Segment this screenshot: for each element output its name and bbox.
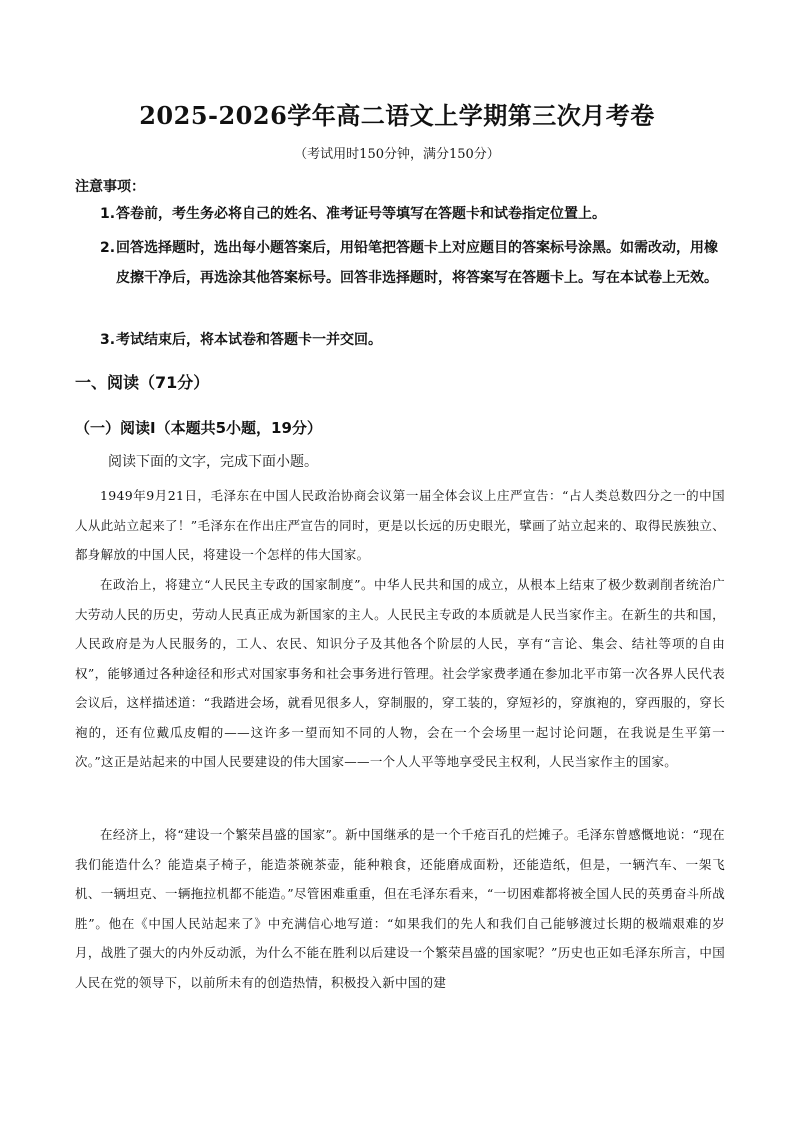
notice-text: 答卷前，考生务必将自己的姓名、准考证号等填写在答题卡和试卷指定位置上。 — [116, 206, 606, 222]
exam-duration-note: （考试用时150分钟，满分150分） — [294, 147, 500, 162]
notice-number: 2. — [100, 240, 116, 256]
notice-text: 考试结束后，将本试卷和答题卡一并交回。 — [116, 332, 382, 348]
passage-paragraph-2: 在政治上，将建立“人民民主专政的国家制度”。中华人民共和国的成立，从根本上结束了极少数剥削者统治广大劳动人民的历史，劳动人民真正成为新国家的主人。人民民主专政的本质就是人民当家作主。在新生的共和国，人民政府是为人民服务的，工人、农民、知识分子及其他各个阶层的人民，享有“言论、集会、结社等项的自由权”，能够通过各种途径和形式对国家事务和社会事务进行管理。社会学家费孝通在参加北平市第一次各界人民代表会议后，这样描述道：“我踏进会场，就看见很多人，穿制服的，穿工装的，穿短衫的，穿旗袍的，穿西服的，穿长袍的，还有位戴瓜皮帽的——这许多一望而知不同的人物，会在一个会场里一起讨论问题，在我说是生平第一次。”这正是站起来的中国人民要建设的伟大国家——一个人人平等地享受民主权利，人民当家作主的国家。 — [75, 577, 725, 769]
passage-paragraph-1: 1949年9月21日，毛泽东在中国人民政治协商会议第一届全体会议上庄严宣告：“占人类总数四分之一的中国人从此站立起来了！”毛泽东在作出庄严宣告的同时，更是以长远的历史眼光，擘画了站立起来的、取得民族独立、都身解放的中国人民，将建设一个怎样的伟大国家。 — [75, 488, 725, 562]
notice-number: 1. — [100, 206, 116, 222]
notice-text: 回答选择题时，选出每小题答案后，用铅笔把答题卡上对应题目的答案标号涂黑。如需改动，用橡皮擦干净后，再选涂其他答案标号。回答非选择题时，将答案写在答题卡上。写在本试卷上无效。 — [116, 240, 718, 286]
subsection-heading: （一）阅读Ⅰ（本题共5小题，19分） — [75, 419, 322, 437]
notice-item-1 — [100, 199, 724, 229]
notice-item-2 — [100, 233, 724, 293]
page-title: 2025-2026学年高二语文上学期第三次月考卷 — [139, 101, 655, 130]
section-heading: 一、阅读（71分） — [75, 373, 210, 392]
notice-number: 3. — [100, 332, 116, 348]
notice-item-3 — [100, 325, 724, 355]
notice-heading: 注意事项： — [75, 179, 145, 195]
reading-instruction: 阅读下面的文字，完成下面小题。 — [108, 454, 318, 470]
passage-paragraph-3: 在经济上，将“建设一个繁荣昌盛的国家”。新中国继承的是一个千疮百孔的烂摊子。毛泽东曾感慨地说：“现在我们能造什么？能造桌子椅子，能造茶碗茶壶，能种粮食，还能磨成面粉，还能造纸，但是，一辆汽车、一架飞机、一辆坦克、一辆拖拉机都不能造。”尽管困难重重，但在毛泽东看来，“一切困难都将被全国人民的英勇奋斗所战胜”。他在《中国人民站起来了》中充满信心地写道：“如果我们的先人和我们自己能够渡过长期的极端艰难的岁月，战胜了强大的内外反动派，为什么不能在胜利以后建设一个繁荣昌盛的国家呢？”历史也正如毛泽东所言，中国人民在党的领导下，以前所未有的创造热情，积极投入新中国的建 — [75, 827, 725, 990]
